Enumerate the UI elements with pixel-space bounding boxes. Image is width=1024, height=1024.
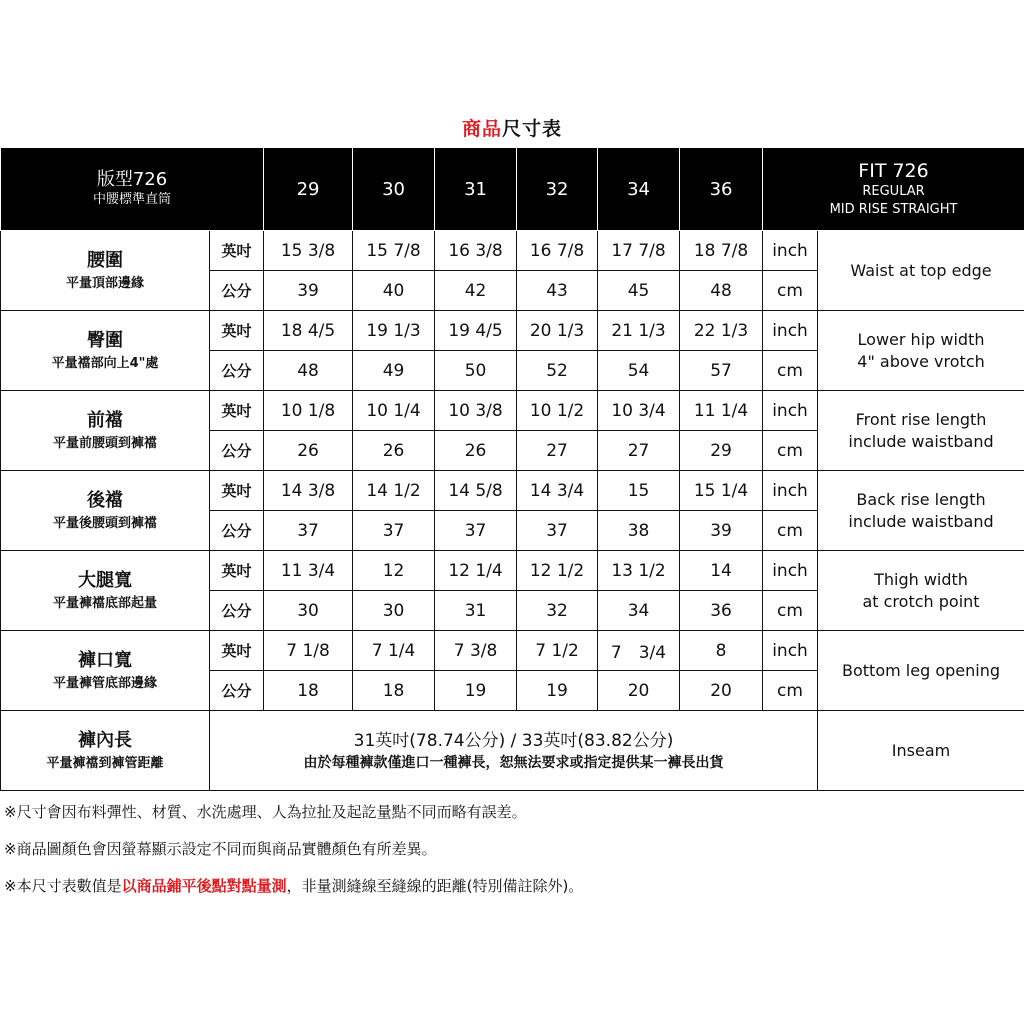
cm-value-cell: 48 — [264, 351, 353, 391]
header-fit-en — [763, 148, 1024, 231]
unit-cm-en: cm — [763, 511, 818, 551]
inch-value-cell: 7 1/4 — [353, 631, 435, 671]
unit-cm-zh: 公分 — [210, 431, 264, 471]
unit-cm-en: cm — [763, 351, 818, 391]
unit-cm-en: cm — [763, 271, 818, 311]
measurement-row-inch — [1, 471, 1024, 511]
inch-value-cell: 21 1/3 — [598, 311, 680, 351]
inch-value-cell: 14 1/2 — [353, 471, 435, 511]
cm-value-cell: 40 — [353, 271, 435, 311]
measurement-row-inch — [1, 391, 1024, 431]
cm-value-cell: 54 — [598, 351, 680, 391]
measurement-name: 腰圍 — [87, 249, 123, 271]
note-line — [4, 839, 1019, 859]
measurement-label-cell — [1, 631, 210, 711]
inch-value-cell: 16 3/8 — [435, 231, 517, 271]
inch-value-cell: 15 1/4 — [680, 471, 763, 511]
inch-value-cell: 14 5/8 — [435, 471, 517, 511]
cm-value-cell: 43 — [517, 271, 598, 311]
notes-section — [4, 802, 1019, 913]
cm-value-cell: 50 — [435, 351, 517, 391]
size-header: 34 — [598, 148, 680, 231]
cm-value-cell: 39 — [680, 511, 763, 551]
inch-value-cell: 10 1/2 — [517, 391, 598, 431]
inch-value-cell: 16 7/8 — [517, 231, 598, 271]
cm-value-cell: 37 — [353, 511, 435, 551]
measurement-en-desc: Back rise length — [856, 489, 986, 509]
cm-value-cell: 19 — [517, 671, 598, 711]
inch-value-cell: 17 7/8 — [598, 231, 680, 271]
inch-value-cell: 10 1/8 — [264, 391, 353, 431]
fit-en-subtitle-2: MID RISE STRAIGHT — [829, 202, 958, 217]
measurement-name: 前襠 — [87, 409, 123, 431]
inch-value-cell: 12 1/2 — [517, 551, 598, 591]
measurement-label-cell — [1, 471, 210, 551]
measurement-en-desc-cell — [818, 391, 1024, 471]
measurement-name: 褲口寬 — [78, 649, 132, 671]
inch-value-cell: 10 1/4 — [353, 391, 435, 431]
measurement-row-inch — [1, 631, 1024, 671]
measurement-en-desc-cell — [818, 231, 1024, 311]
measurement-en-desc: Lower hip width — [857, 329, 985, 349]
inseam-name: 褲內長 — [78, 729, 132, 751]
cm-value-cell: 18 — [264, 671, 353, 711]
measurement-en-desc-cell — [818, 471, 1024, 551]
inseam-row — [1, 711, 1024, 791]
inch-value-cell: 15 — [598, 471, 680, 511]
unit-cm-zh: 公分 — [210, 271, 264, 311]
inch-value-cell: 11 1/4 — [680, 391, 763, 431]
inch-value-cell: 7 1/2 — [517, 631, 598, 671]
unit-inch-en: inch — [763, 551, 818, 591]
page-title — [0, 114, 1024, 141]
cm-value-cell: 26 — [264, 431, 353, 471]
unit-inch-zh: 英吋 — [210, 311, 264, 351]
cm-value-cell: 48 — [680, 271, 763, 311]
measurement-en-desc-2: include waistband — [848, 511, 994, 531]
inch-value-cell: 14 3/4 — [517, 471, 598, 511]
inch-value-cell: 10 3/4 — [598, 391, 680, 431]
note-line — [4, 802, 1019, 822]
inch-value-cell: 19 1/3 — [353, 311, 435, 351]
measurement-label-cell — [1, 231, 210, 311]
unit-inch-en: inch — [763, 391, 818, 431]
inseam-value: 31英吋(78.74公分) / 33英吋(83.82公分) — [353, 730, 674, 751]
inch-value-cell: 19 4/5 — [435, 311, 517, 351]
fit-en-name: FIT 726 — [858, 160, 929, 182]
inseam-note: 由於每種褲款僅進口一種褲長，恕無法要求或指定提供某一褲長出貨 — [303, 754, 724, 771]
cm-value-cell: 30 — [353, 591, 435, 631]
size-header: 31 — [435, 148, 517, 231]
measurement-desc: 平量褲襠底部起量 — [52, 595, 157, 611]
inseam-value-cell — [210, 711, 818, 791]
cm-value-cell: 34 — [598, 591, 680, 631]
unit-cm-zh: 公分 — [210, 671, 264, 711]
measurement-desc: 平量後腰頭到褲襠 — [52, 515, 157, 531]
measurement-name: 臀圍 — [87, 329, 123, 351]
measurement-label-cell — [1, 311, 210, 391]
size-header: 30 — [353, 148, 435, 231]
cm-value-cell: 20 — [680, 671, 763, 711]
measurement-row-inch — [1, 231, 1024, 271]
cm-value-cell: 18 — [353, 671, 435, 711]
inch-value-cell: 15 3/8 — [264, 231, 353, 271]
unit-cm-en: cm — [763, 431, 818, 471]
model-zh-name: 版型726 — [96, 169, 168, 190]
unit-cm-en: cm — [763, 591, 818, 631]
measurement-en-desc-cell — [818, 631, 1024, 711]
cm-value-cell: 42 — [435, 271, 517, 311]
fit-en-subtitle-1: REGULAR — [862, 184, 925, 199]
cm-value-cell: 37 — [435, 511, 517, 551]
unit-cm-zh: 公分 — [210, 591, 264, 631]
cm-value-cell: 45 — [598, 271, 680, 311]
size-chart-table — [0, 147, 1024, 791]
inch-value-cell: 14 3/8 — [264, 471, 353, 511]
measurement-en-desc: Front rise length — [855, 409, 987, 429]
unit-inch-zh: 英吋 — [210, 471, 264, 511]
note-text: ※本尺寸表數值是 — [4, 877, 122, 895]
cm-value-cell: 27 — [598, 431, 680, 471]
cm-value-cell: 37 — [264, 511, 353, 551]
unit-inch-en: inch — [763, 311, 818, 351]
measurement-name: 後襠 — [87, 489, 123, 511]
cm-value-cell: 57 — [680, 351, 763, 391]
inch-value-cell: 15 7/8 — [353, 231, 435, 271]
inch-value-cell: 14 — [680, 551, 763, 591]
unit-cm-en: cm — [763, 671, 818, 711]
inch-value-cell: 12 — [353, 551, 435, 591]
measurement-en-desc: Waist at top edge — [850, 260, 992, 280]
cm-value-cell: 26 — [353, 431, 435, 471]
measurement-en-desc: Thigh width — [874, 569, 968, 589]
title-black-part: 尺寸表 — [502, 118, 563, 140]
inch-value-cell: 7 3/4 — [598, 631, 680, 671]
size-header: 36 — [680, 148, 763, 231]
note-text-post: ，非量測縫線至縫線的距離(特別備註除外)。 — [286, 877, 584, 895]
size-header: 29 — [264, 148, 353, 231]
inch-value-cell: 18 4/5 — [264, 311, 353, 351]
unit-inch-zh: 英吋 — [210, 551, 264, 591]
inch-value-cell: 22 1/3 — [680, 311, 763, 351]
measurement-desc: 平量襠部向上4"處 — [51, 355, 159, 371]
unit-cm-zh: 公分 — [210, 351, 264, 391]
header-model-zh — [1, 148, 264, 231]
title-red-part: 商品 — [461, 118, 502, 140]
cm-value-cell: 29 — [680, 431, 763, 471]
cm-value-cell: 37 — [517, 511, 598, 551]
model-zh-subtitle: 中腰標準直筒 — [93, 192, 172, 207]
cm-value-cell: 30 — [264, 591, 353, 631]
inseam-en-desc: Inseam — [818, 711, 1024, 791]
inch-value-cell: 7 3/8 — [435, 631, 517, 671]
measurement-desc: 平量頂部邊緣 — [65, 275, 144, 291]
measurement-en-desc-2: at crotch point — [862, 591, 980, 611]
measurement-desc: 平量褲管底部邊緣 — [52, 675, 157, 691]
inch-value-cell: 13 1/2 — [598, 551, 680, 591]
measurement-row-inch — [1, 311, 1024, 351]
unit-inch-zh: 英吋 — [210, 231, 264, 271]
inseam-label-cell — [1, 711, 210, 791]
note-text: ※尺寸會因布料彈性、材質、水洗處理、人為拉扯及起訖量點不同而略有誤差。 — [4, 803, 527, 821]
cm-value-cell: 36 — [680, 591, 763, 631]
cm-value-cell: 31 — [435, 591, 517, 631]
cm-value-cell: 26 — [435, 431, 517, 471]
inch-value-cell: 8 — [680, 631, 763, 671]
cm-value-cell: 49 — [353, 351, 435, 391]
cm-value-cell: 38 — [598, 511, 680, 551]
unit-cm-zh: 公分 — [210, 511, 264, 551]
inch-value-cell: 10 3/8 — [435, 391, 517, 431]
cm-value-cell: 52 — [517, 351, 598, 391]
inch-value-cell: 12 1/4 — [435, 551, 517, 591]
inch-value-cell: 18 7/8 — [680, 231, 763, 271]
cm-value-cell: 19 — [435, 671, 517, 711]
cm-value-cell: 32 — [517, 591, 598, 631]
measurement-desc: 平量前腰頭到褲襠 — [52, 435, 157, 451]
header-row — [1, 148, 1024, 231]
measurement-label-cell — [1, 551, 210, 631]
measurement-en-desc-cell — [818, 551, 1024, 631]
measurement-en-desc-cell — [818, 311, 1024, 391]
unit-inch-zh: 英吋 — [210, 391, 264, 431]
cm-value-cell: 27 — [517, 431, 598, 471]
measurement-name: 大腿寬 — [78, 569, 132, 591]
inseam-desc: 平量褲襠到褲管距離 — [46, 755, 164, 771]
cm-value-cell: 39 — [264, 271, 353, 311]
unit-inch-zh: 英吋 — [210, 631, 264, 671]
note-highlight: 以商品鋪平後點對點量測 — [121, 877, 287, 895]
inch-value-cell: 20 1/3 — [517, 311, 598, 351]
measurement-label-cell — [1, 391, 210, 471]
inch-value-cell: 7 1/8 — [264, 631, 353, 671]
cm-value-cell: 20 — [598, 671, 680, 711]
inch-value-cell: 11 3/4 — [264, 551, 353, 591]
size-header: 32 — [517, 148, 598, 231]
measurement-en-desc: Bottom leg opening — [842, 660, 1000, 680]
unit-inch-en: inch — [763, 631, 818, 671]
note-line — [4, 876, 1019, 896]
measurement-body — [1, 231, 1024, 791]
measurement-en-desc-2: 4" above vrotch — [857, 351, 985, 371]
measurement-row-inch — [1, 551, 1024, 591]
unit-inch-en: inch — [763, 471, 818, 511]
unit-inch-en: inch — [763, 231, 818, 271]
note-text: ※商品圖顏色會因螢幕顯示設定不同而與商品實體顏色有所差異。 — [4, 840, 437, 858]
measurement-en-desc-2: include waistband — [848, 431, 994, 451]
